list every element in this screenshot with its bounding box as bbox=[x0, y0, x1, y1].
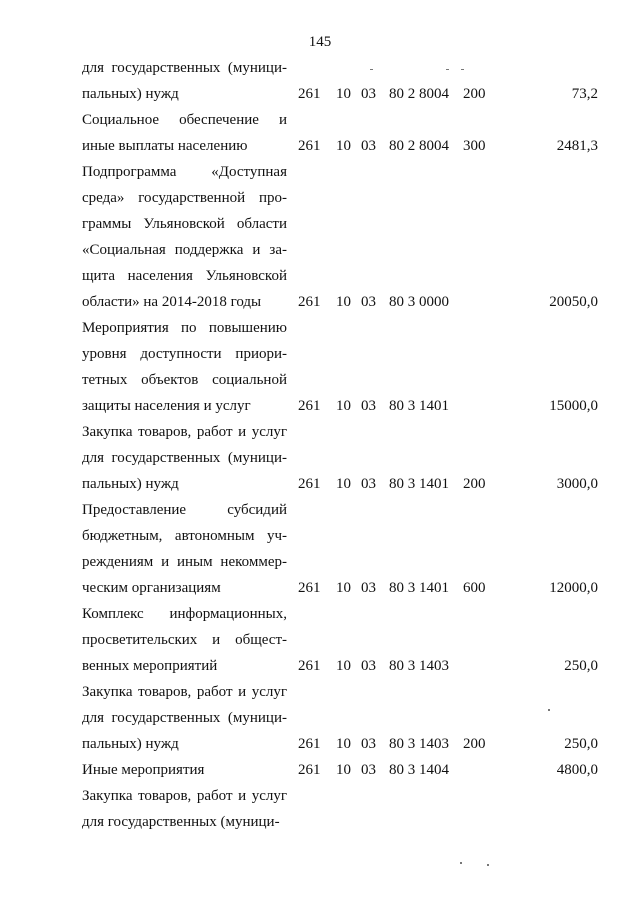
expense-type-code: 200 bbox=[463, 736, 486, 752]
row-codes bbox=[0, 81, 640, 107]
section-code: 10 bbox=[336, 580, 351, 596]
scan-speck bbox=[370, 69, 373, 70]
subsection-code: 03 bbox=[361, 294, 376, 310]
amount-value: 15000,0 bbox=[549, 398, 598, 414]
description-line: защиты населения и услуг bbox=[82, 398, 251, 414]
subsection-code: 03 bbox=[361, 476, 376, 492]
amount-value: 12000,0 bbox=[549, 580, 598, 596]
expense-type-code: 200 bbox=[463, 476, 486, 492]
target-article-code: 80 2 8004 bbox=[389, 138, 449, 154]
scan-speck bbox=[487, 864, 489, 866]
target-article-code: 80 3 1401 bbox=[389, 580, 449, 596]
ministry-code: 261 bbox=[298, 398, 321, 414]
section-code: 10 bbox=[336, 138, 351, 154]
description-line: просветительских и общест- bbox=[82, 632, 287, 648]
amount-value: 20050,0 bbox=[549, 294, 598, 310]
amount-value: 3000,0 bbox=[556, 476, 598, 492]
description-line: Иные мероприятия bbox=[82, 762, 205, 778]
row-codes bbox=[0, 757, 640, 783]
description-line: венных мероприятий bbox=[82, 658, 218, 674]
subsection-code: 03 bbox=[361, 580, 376, 596]
description-line: граммы Ульяновской области bbox=[82, 216, 287, 232]
row-codes bbox=[0, 731, 640, 757]
target-article-code: 80 3 1403 bbox=[389, 736, 449, 752]
amount-value: 250,0 bbox=[564, 658, 598, 674]
expense-type-code: 600 bbox=[463, 580, 486, 596]
description-line: ческим организациям bbox=[82, 580, 221, 596]
description-line: пальных) нужд bbox=[82, 476, 179, 492]
description-line: для государственных (муници- bbox=[82, 450, 287, 466]
amount-value: 2481,3 bbox=[556, 138, 598, 154]
scan-speck bbox=[446, 69, 449, 70]
description-line: иные выплаты населению bbox=[82, 138, 248, 154]
description-line: Закупка товаров, работ и услуг bbox=[82, 684, 287, 700]
target-article-code: 80 2 8004 bbox=[389, 86, 449, 102]
ministry-code: 261 bbox=[298, 658, 321, 674]
ministry-code: 261 bbox=[298, 294, 321, 310]
row-codes bbox=[0, 393, 640, 419]
row-codes bbox=[0, 809, 640, 835]
ministry-code: 261 bbox=[298, 138, 321, 154]
target-article-code: 80 3 1404 bbox=[389, 762, 449, 778]
row-codes bbox=[0, 471, 640, 497]
subsection-code: 03 bbox=[361, 762, 376, 778]
expense-type-code: 200 bbox=[463, 86, 486, 102]
description-line: Предоставление субсидий bbox=[82, 502, 287, 518]
description-line: тетных объектов социальной bbox=[82, 372, 287, 388]
subsection-code: 03 bbox=[361, 658, 376, 674]
amount-value: 250,0 bbox=[564, 736, 598, 752]
row-codes bbox=[0, 289, 640, 315]
target-article-code: 80 3 1401 bbox=[389, 476, 449, 492]
scan-speck bbox=[460, 862, 462, 864]
amount-value: 73,2 bbox=[571, 86, 598, 102]
description-line: среда» государственной про- bbox=[82, 190, 287, 206]
description-line: для государственных (муници- bbox=[82, 710, 287, 726]
ministry-code: 261 bbox=[298, 762, 321, 778]
subsection-code: 03 bbox=[361, 398, 376, 414]
subsection-code: 03 bbox=[361, 86, 376, 102]
description-line: Закупка товаров, работ и услуг bbox=[82, 788, 287, 804]
section-code: 10 bbox=[336, 476, 351, 492]
scan-speck bbox=[548, 709, 550, 711]
description-line: щита населения Ульяновской bbox=[82, 268, 287, 284]
expense-type-code: 300 bbox=[463, 138, 486, 154]
amount-value: 4800,0 bbox=[556, 762, 598, 778]
page-number: 145 bbox=[308, 34, 332, 50]
description-line: области» на 2014-2018 годы bbox=[82, 294, 262, 310]
description-line: реждениям и иным некоммер- bbox=[82, 554, 287, 570]
scan-speck bbox=[461, 69, 464, 70]
ministry-code: 261 bbox=[298, 736, 321, 752]
description-line: для государственных (муници- bbox=[82, 60, 287, 76]
target-article-code: 80 3 1401 bbox=[389, 398, 449, 414]
section-code: 10 bbox=[336, 736, 351, 752]
subsection-code: 03 bbox=[361, 138, 376, 154]
ministry-code: 261 bbox=[298, 86, 321, 102]
row-codes bbox=[0, 133, 640, 159]
section-code: 10 bbox=[336, 398, 351, 414]
description-line: бюджетным, автономным уч- bbox=[82, 528, 287, 544]
row-codes bbox=[0, 653, 640, 679]
section-code: 10 bbox=[336, 86, 351, 102]
target-article-code: 80 3 0000 bbox=[389, 294, 449, 310]
description-line: Подпрограмма «Доступная bbox=[82, 164, 287, 180]
section-code: 10 bbox=[336, 658, 351, 674]
subsection-code: 03 bbox=[361, 736, 376, 752]
description-line: для государственных (муници- bbox=[82, 814, 280, 830]
section-code: 10 bbox=[336, 762, 351, 778]
description-line: «Социальная поддержка и за- bbox=[82, 242, 287, 258]
target-article-code: 80 3 1403 bbox=[389, 658, 449, 674]
description-line: Социальное обеспечение и bbox=[82, 112, 287, 128]
description-line: Мероприятия по повышению bbox=[82, 320, 287, 336]
description-line: Комплекс информационных, bbox=[82, 606, 287, 622]
ministry-code: 261 bbox=[298, 580, 321, 596]
row-codes bbox=[0, 575, 640, 601]
description-line: пальных) нужд bbox=[82, 86, 179, 102]
description-line: уровня доступности приори- bbox=[82, 346, 287, 362]
description-line: пальных) нужд bbox=[82, 736, 179, 752]
description-line: Закупка товаров, работ и услуг bbox=[82, 424, 287, 440]
ministry-code: 261 bbox=[298, 476, 321, 492]
section-code: 10 bbox=[336, 294, 351, 310]
